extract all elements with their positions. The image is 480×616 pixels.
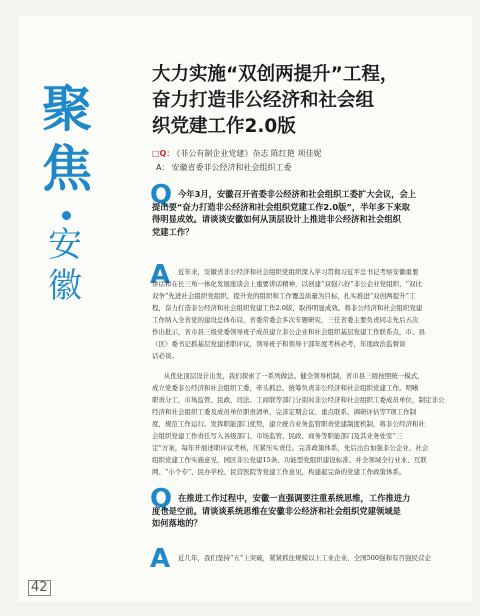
byline-reporter xyxy=(152,148,321,159)
question-line: 得明显成效。请谈谈安徽如何从顶层设计上推进非公经济和社会组织 xyxy=(152,214,401,224)
answer-line: 成立党委非公经济和社会组织工委，牵头抓总，统筹负责非公经济和社会组织党建工作。明晰 xyxy=(152,384,419,392)
answer-line: 双争”先进社会组织党组织，提升党的组织和工作覆盖质量为目标，扎实推进“双创两提升”工 xyxy=(152,292,416,300)
answer-line: 程，奋力打造非公经济和社会组织党建工作2.0版，取得明显成效。将非公经济和社会组织党建 xyxy=(152,304,423,312)
answer-line: （区）委书记抓基层党建述职评议，领导班子和领导干部年度考核必考，年度政治监督谈 xyxy=(152,340,406,348)
answer-line: 度，规范工作运行。发挥职能部门优势，建立统合业务监管职责党建制度机制，将非公经济和社 xyxy=(152,420,425,428)
question-1-first-line xyxy=(178,188,458,201)
question-mark-q: Q xyxy=(150,180,173,210)
answer-line: 职责分工，市场监管、民政、司法、工商联等部门分别对非公经济和社会组织工委成员单位，制定非公 xyxy=(152,396,445,404)
answer-line: 经济和社会组织工委及成员单位职责清单，完善定期会议、重点联系、调研评估等7项工作制 xyxy=(152,408,417,416)
title-line: 奋力打造非公经济和社会组 xyxy=(152,90,375,111)
answer-line: 组织党建工作实施意见，园区非公党建15条、功能型党组织建设标准、并全领域全行业业、互联 xyxy=(152,456,427,464)
answer-line: 话必谈。 xyxy=(152,352,178,360)
answer-line: 从优化顶层设计出发，我们探索了一系列做法。健全领导机制，省市县三级按照统一模式， xyxy=(163,372,424,380)
question-line: 如何落地的？ xyxy=(152,518,202,528)
column-char: 聚 xyxy=(42,79,92,138)
answer-line: 会组织党建工作责任写入各级部门、市场监管、民政、商务等职能部门及其业务处室“三 xyxy=(152,432,403,440)
question-1-body xyxy=(152,201,458,239)
byline-mark: □Q： xyxy=(152,149,175,158)
question-mark-q: Q xyxy=(150,484,173,514)
byline-text: 《非公有制企业党建》杂志 陈红艳 项佳妮 xyxy=(176,149,322,158)
answer-line: 讲话和在长三角一体化发展座谈会上重要讲话精神，以创建“双强六好”非公企业党组织、“双比 xyxy=(152,280,422,288)
answer-1-first-line xyxy=(178,266,458,278)
answer-line: 作出批示，省市县三级党委领导班子成员建立非公企业和社会组织基层党建工作联系点，市、县 xyxy=(152,328,425,336)
question-line: 今年3月，安徽召开省委非公经济和社会组织工委扩大会议，会上 xyxy=(178,189,417,199)
question-line: 在推进工作过程中，安徽一直强调要注重系统思维，工作推进力 xyxy=(178,493,411,503)
answer-line: 网、“小个专”、民办学校、民营医院等党建工作意见，构建起完备的党建工作政策体系。 xyxy=(152,468,406,476)
answer-line: 工作纳入全省党的建设总体布局，省委常委会多次专题研究，三任省委主要负责同志先后五次 xyxy=(152,316,419,324)
question-line: 提出要“奋力打造非公经济和社会组织党建工作2.0版”，半年多下来取 xyxy=(152,201,410,212)
question-line: 党建工作？ xyxy=(152,226,194,237)
column-dot xyxy=(62,211,71,220)
answer-3-first-line xyxy=(178,552,458,564)
answer-mark-a: A xyxy=(150,260,171,290)
answer-line: 近几年，我们坚持“五”上突破，紧紧抓住规模以上工业企业、全国500强和有百强民营企 xyxy=(178,554,432,562)
column-char: 焦 xyxy=(42,139,92,198)
column-char: 徽 xyxy=(48,266,82,306)
title-line: 织党建工作2.0版 xyxy=(152,116,296,137)
answer-line: 近年来，安徽省非公经济和社会组织党组织深入学习贯彻习近平总书记考察安徽重要 xyxy=(178,268,419,276)
question-line: 度也是空前。请谈谈系统思维在安徽非公经济和社会组织党建领域是 xyxy=(152,505,401,516)
answer-mark-a: A xyxy=(150,544,171,574)
byline-mark: A： xyxy=(156,163,170,172)
title-line: 大力实施“双创两提升”工程， xyxy=(152,64,399,85)
question-2-first-line xyxy=(178,492,458,505)
byline-text: 安徽省委非公经济和社会组织工委 xyxy=(171,163,292,172)
answer-2-body xyxy=(152,370,458,478)
column-char: 安 xyxy=(48,225,82,265)
byline-answerer xyxy=(156,162,291,173)
question-2-body xyxy=(152,505,458,530)
answer-line: 定”方案，每年开展述职评议考核，压紧压实责任。完善政策体系，先后出台加强非公企业、社会 xyxy=(152,444,429,452)
article-title xyxy=(152,62,452,140)
answer-1-body xyxy=(152,278,458,362)
page-number: 42 xyxy=(28,580,51,596)
column-tag xyxy=(40,80,100,310)
